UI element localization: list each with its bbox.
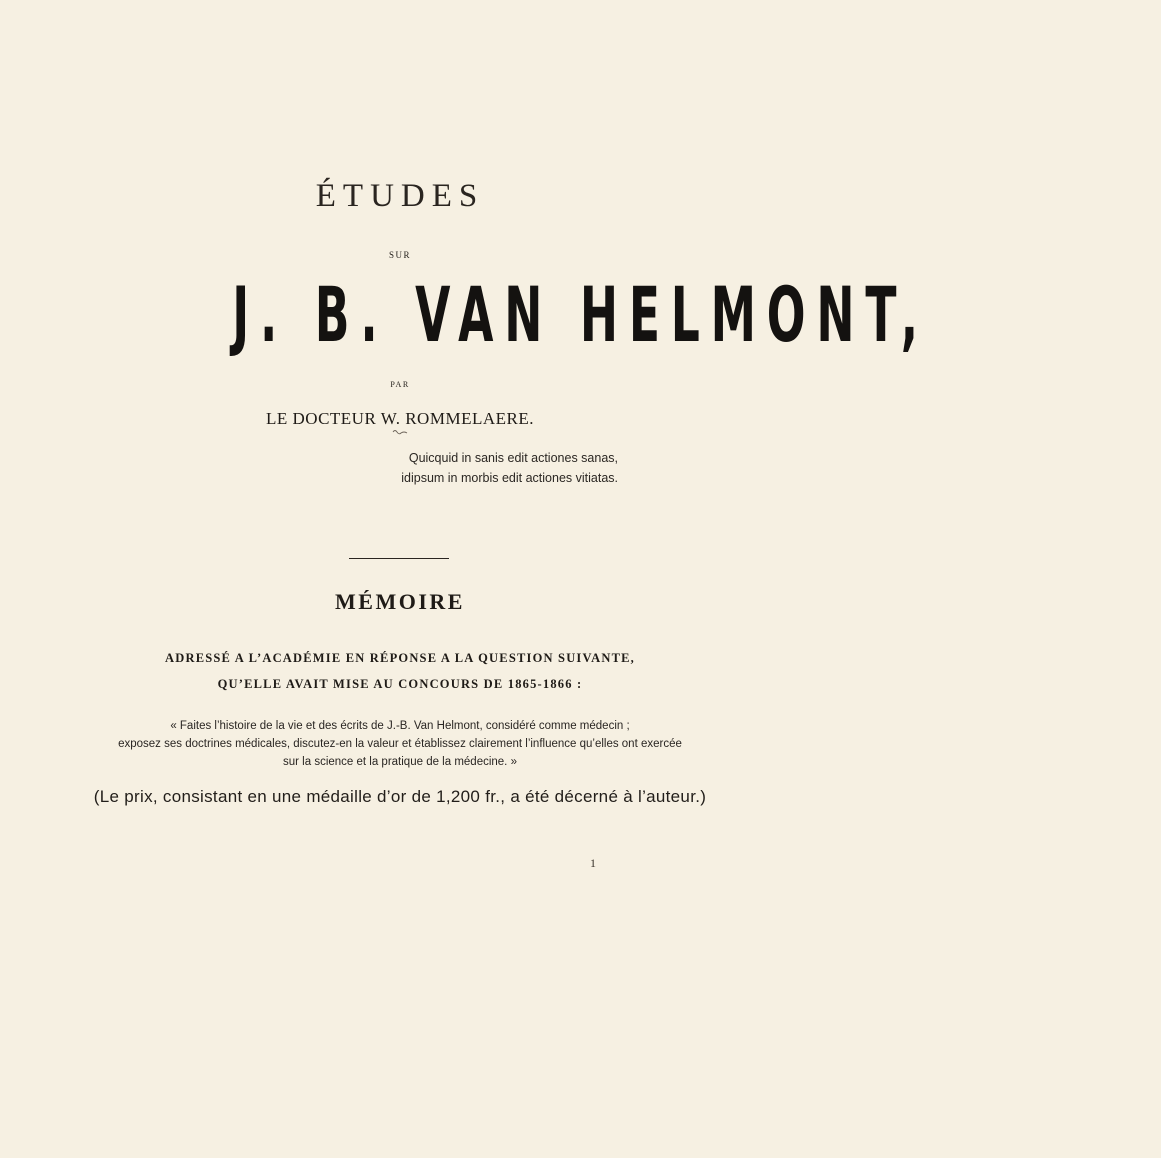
sur-label: SUR xyxy=(388,250,411,260)
flourish-ornament xyxy=(389,428,411,440)
question-line: « Faites l’histoire de la vie et des écrits de J.-B. Van Helmont, considéré comme médecin ; xyxy=(170,720,630,732)
epigraph xyxy=(401,448,618,488)
author-name: LE DOCTEUR W. ROMMELAERE. xyxy=(266,409,534,428)
main-title: ÉTUDES xyxy=(315,178,485,214)
epigraph-line: Quicquid in sanis edit actiones sanas, xyxy=(408,451,618,465)
page-number: 1 xyxy=(590,856,596,870)
epigraph-line: idipsum in morbis edit actiones vitiatas. xyxy=(401,471,618,485)
addressed-line: QU’ELLE AVAIT MISE AU CONCOURS DE 1865-1866 : xyxy=(217,677,583,691)
subject-name xyxy=(0,270,929,359)
question-line: sur la science et la pratique de la médecine. » xyxy=(283,756,517,768)
prize-note: (Le prix, consistant en une médaille d’or de 1,200 fr., a été décerné à l’auteur.) xyxy=(93,787,707,806)
addressed-line: ADRESSÉ A L’ACADÉMIE EN RÉPONSE A LA QUESTION SUIVANTE, xyxy=(165,651,635,665)
subject-name-text: J. B. VAN HELMONT, xyxy=(232,270,929,359)
par-label: PAR xyxy=(390,380,410,389)
divider-rule xyxy=(349,558,449,559)
memoire-heading: MÉMOIRE xyxy=(335,589,465,614)
question-line: exposez ses doctrines médicales, discutez-en la valeur et établissez clairement l’influence qu’elles ont exercée xyxy=(118,738,682,750)
